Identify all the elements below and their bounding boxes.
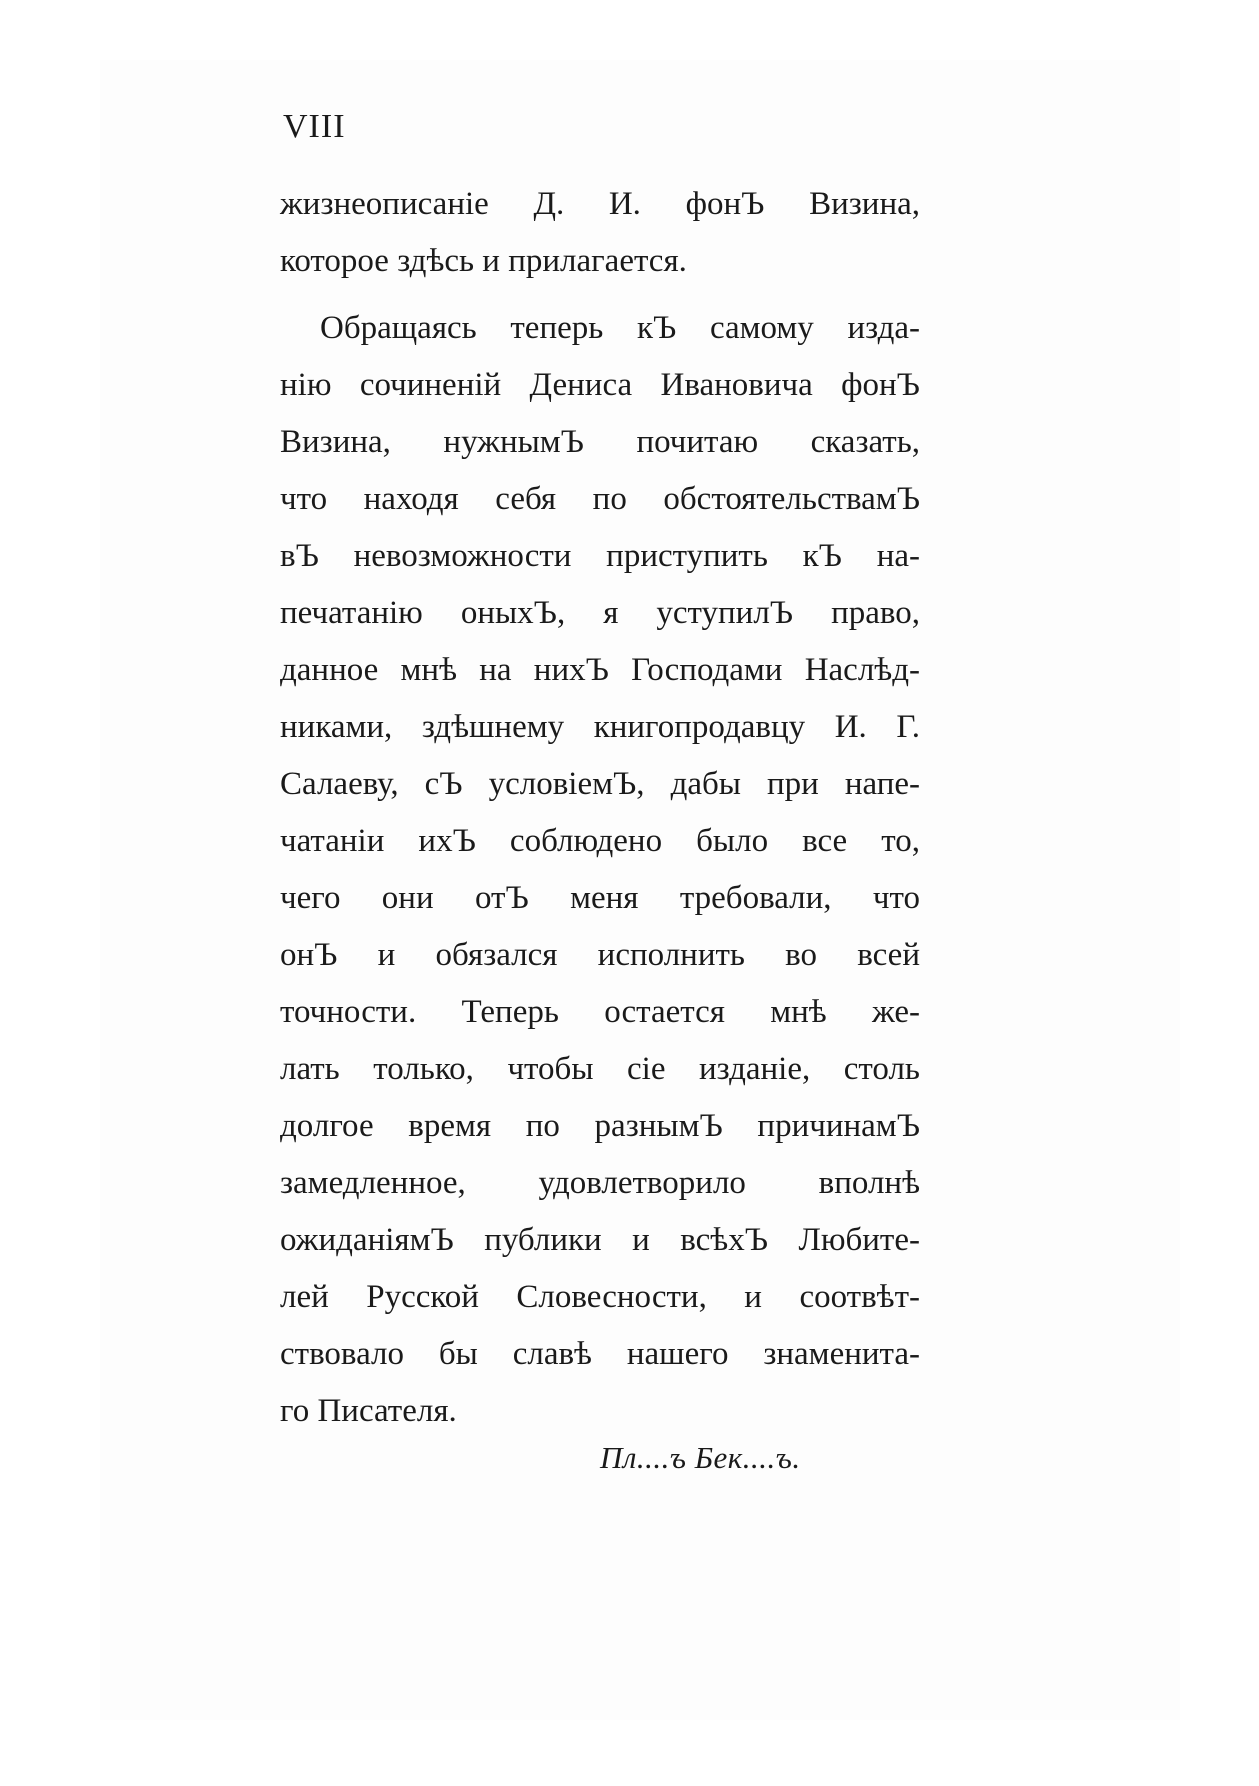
paragraph-first-line: Обращаясь теперь кЪ самому изда-: [320, 310, 920, 346]
text-line: лать только, чтобы сіе изданіе, столь: [280, 1051, 920, 1087]
text-line: чатаніи ихЪ соблюдено было все то,: [280, 823, 920, 859]
text-line: го Писателя.: [280, 1393, 457, 1429]
text-line: Салаеву, сЪ условіемЪ, дабы при напе-: [280, 766, 920, 802]
text-line: которое здѣсь и прилагается.: [280, 243, 687, 279]
page-number: VIII: [283, 108, 346, 145]
text-line: ожиданіямЪ публики и всѣхЪ Любите-: [280, 1222, 920, 1258]
text-line: нію сочиненій Дениса Ивановича фонЪ: [280, 367, 920, 403]
text-line: чего они отЪ меня требовали, что: [280, 880, 920, 916]
text-line: жизнеописаніе Д. И. фонЪ Визина,: [280, 186, 920, 222]
text-line: ствовало бы славѣ нашего знаменита-: [280, 1336, 920, 1372]
text-line: вЪ невозможности приступить кЪ на-: [280, 538, 920, 574]
text-line: никами, здѣшнему книгопродавцу И. Г.: [280, 709, 920, 745]
text-line: Визина, нужнымЪ почитаю сказать,: [280, 424, 920, 460]
text-line: онЪ и обязался исполнить во всей: [280, 937, 920, 973]
text-line: долгое время по разнымЪ причинамЪ: [280, 1108, 920, 1144]
signature: Пл....ъ Бек....ъ.: [600, 1440, 801, 1475]
text-line: данное мнѣ на нихЪ Господами Наслѣд-: [280, 652, 920, 688]
text-line: лей Русской Словесности, и соотвѣт-: [280, 1279, 920, 1315]
text-line: что находя себя по обстоятельствамЪ: [280, 481, 920, 517]
body-text: [280, 176, 920, 1440]
text-line: печатанію оныхЪ, я уступилЪ право,: [280, 595, 920, 631]
text-line: точности. Теперь остается мнѣ же-: [280, 994, 920, 1030]
text-line: замедленное, удовлетворило вполнѣ: [280, 1165, 920, 1201]
